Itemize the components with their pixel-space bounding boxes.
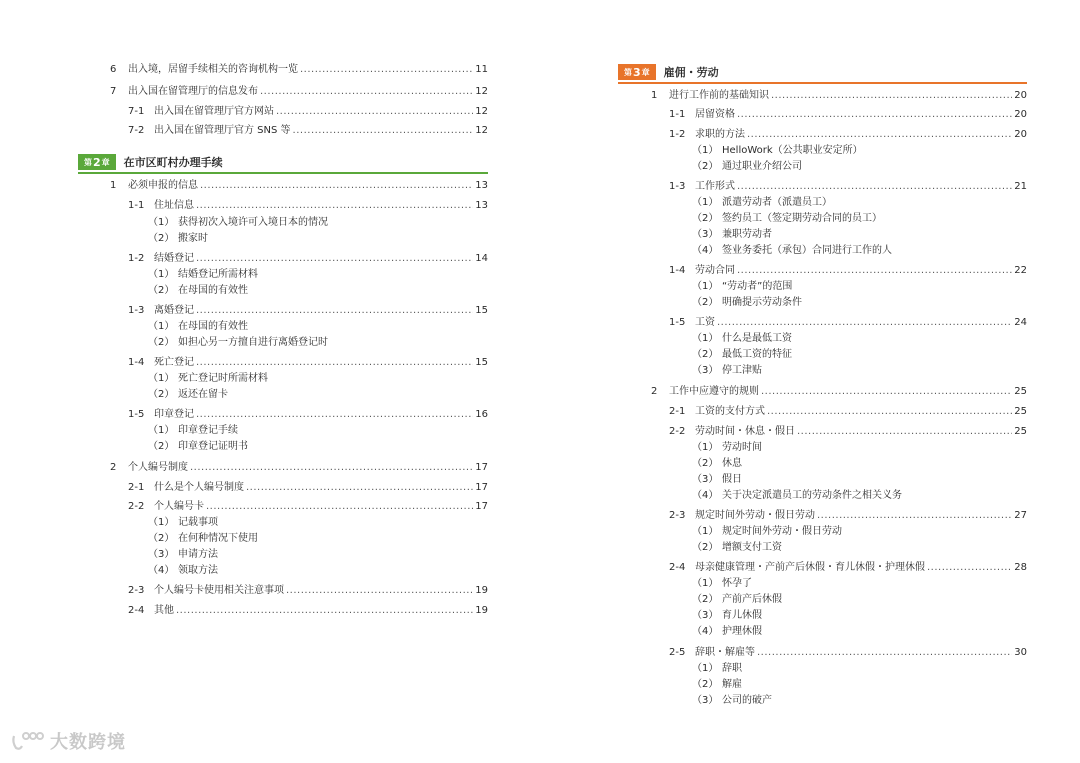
- toc-page-number: 28: [1014, 562, 1027, 573]
- toc-entry: [692, 525, 1027, 539]
- toc-entry-title: 个人编号卡: [154, 501, 204, 512]
- toc-entry: [148, 336, 488, 350]
- toc-subitem-number: （2）: [692, 458, 719, 469]
- toc-entry-title: 获得初次入境许可入境日本的情况: [178, 217, 328, 228]
- toc-entry: [692, 541, 1027, 555]
- toc-entry-title: 申请方法: [178, 549, 218, 560]
- toc-entry: [148, 216, 488, 230]
- toc-entry: [128, 408, 488, 422]
- chapter-title: 雇佣・劳动: [663, 66, 719, 79]
- toc-entry: [669, 128, 1027, 142]
- toc-entry-title: 在何种情况下使用: [178, 533, 258, 544]
- toc-entry-number: 1: [110, 180, 117, 191]
- toc-subitem-number: （2）: [692, 297, 719, 308]
- toc-subitem-number: （1）: [148, 517, 175, 528]
- toc-entry-number: 1-2: [128, 253, 145, 264]
- toc-page-number: 11: [475, 64, 488, 75]
- toc-subitem-number: （1）: [692, 663, 719, 674]
- toc-entry: [692, 625, 1027, 639]
- toc-entry-number: 7-2: [128, 125, 145, 136]
- toc-entry: [110, 461, 488, 475]
- toc-entry-title: 明确提示劳动条件: [722, 297, 802, 308]
- toc-entry-title: 什么是个人编号制度: [154, 482, 244, 493]
- toc-entry: [110, 179, 488, 193]
- watermark-text: 大数跨境: [50, 732, 126, 753]
- toc-page-number: 15: [475, 357, 488, 368]
- toc-entry: [148, 548, 488, 562]
- toc-entry: [692, 212, 1027, 226]
- toc-entry: [669, 264, 1027, 278]
- toc-entry: [692, 144, 1027, 158]
- toc-entry-title: 个人编号制度: [128, 462, 188, 473]
- toc-entry-title: 工资的支付方式: [695, 406, 765, 417]
- toc-leader-dots: [797, 425, 1012, 439]
- toc-entry: [692, 244, 1027, 258]
- toc-entry-number: 2-1: [128, 482, 145, 493]
- toc-entry: [148, 564, 488, 578]
- toc-leader-dots: [817, 509, 1012, 523]
- toc-page-number: 14: [475, 253, 488, 264]
- toc-entry: [148, 320, 488, 334]
- toc-page-number: 25: [1014, 406, 1027, 417]
- toc-entry: [669, 646, 1027, 660]
- toc-entry-title: 离婚登记: [154, 305, 194, 316]
- toc-subitem-number: （1）: [692, 526, 719, 537]
- toc-subitem-number: （2）: [692, 594, 719, 605]
- toc-subitem-number: （2）: [148, 285, 175, 296]
- toc-page-number: 27: [1014, 510, 1027, 521]
- toc-entry-title: “劳动者”的范围: [722, 281, 793, 292]
- toc-entry-title: 领取方法: [178, 565, 218, 576]
- toc-entry-title: 个人编号卡使用相关注意事项: [154, 585, 284, 596]
- toc-entry: [692, 196, 1027, 210]
- toc-entry-title: 居留资格: [695, 109, 735, 120]
- toc-entry-number: 2-3: [128, 585, 145, 596]
- chapter-badge-suffix: 章: [101, 157, 110, 167]
- toc-page-number: 12: [475, 86, 488, 97]
- toc-entry: [692, 228, 1027, 242]
- toc-leader-dots: [300, 63, 473, 77]
- toc-subitem-number: （1）: [692, 281, 719, 292]
- toc-subitem-number: （1）: [148, 217, 175, 228]
- toc-leader-dots: [757, 646, 1012, 660]
- toc-entry: [692, 160, 1027, 174]
- toc-entry: [128, 500, 488, 514]
- toc-leader-dots: [761, 385, 1012, 399]
- toc-subitem-number: （2）: [148, 389, 175, 400]
- toc-entry-number: 7: [110, 86, 117, 97]
- toc-leader-dots: [246, 481, 473, 495]
- toc-leader-dots: [196, 408, 473, 422]
- chapter-title: 在市区町村办理手续: [123, 156, 223, 169]
- toc-page-number: 21: [1014, 181, 1027, 192]
- toc-entry-number: 1-3: [669, 181, 686, 192]
- toc-entry: [651, 385, 1027, 399]
- toc-entry: [692, 280, 1027, 294]
- toc-entry-title: 死亡登记: [154, 357, 194, 368]
- toc-entry-title: 增额支付工资: [722, 542, 782, 553]
- toc-page-number: 15: [475, 305, 488, 316]
- toc-entry-title: 派遣劳动者（派遣员工）: [722, 197, 832, 208]
- toc-entry-title: 工资: [695, 317, 715, 328]
- chapter-badge-prefix: 第: [84, 157, 92, 167]
- toc-leader-dots: [260, 85, 473, 99]
- toc-entry-title: 规定时间外劳动・假日劳动: [695, 510, 815, 521]
- toc-entry: [148, 516, 488, 530]
- toc-subitem-number: （4）: [692, 245, 719, 256]
- toc-entry-number: 2-1: [669, 406, 686, 417]
- toc-leader-dots: [767, 405, 1012, 419]
- toc-entry-title: 住址信息: [154, 200, 194, 211]
- toc-entry-number: 2-4: [128, 605, 145, 616]
- toc-entry: [128, 252, 488, 266]
- toc-entry: [669, 509, 1027, 523]
- toc-entry-title: 关于决定派遣员工的劳动条件之相关义务: [722, 490, 902, 501]
- toc-entry-title: 出入国在留管理厅官方 SNS 等: [154, 125, 291, 136]
- toc-entry: [692, 593, 1027, 607]
- toc-entry-title: 结婚登记所需材料: [178, 269, 258, 280]
- toc-leader-dots: [200, 179, 473, 193]
- toc-subitem-number: （1）: [692, 442, 719, 453]
- toc-entry-title: 护理休假: [722, 626, 762, 637]
- toc-entry: [110, 63, 488, 77]
- toc-entry-number: 1-4: [669, 265, 686, 276]
- toc-entry-title: 规定时间外劳动・假日劳动: [722, 526, 842, 537]
- toc-entry-title: 死亡登记时所需材料: [178, 373, 268, 384]
- toc-subitem-number: （2）: [148, 337, 175, 348]
- toc-leader-dots: [206, 500, 473, 514]
- toc-entry-number: 6: [110, 64, 117, 75]
- watermark: [10, 728, 126, 754]
- toc-entry: [692, 577, 1027, 591]
- toc-page-number: 13: [475, 180, 488, 191]
- toc-entry-number: 2-2: [128, 501, 145, 512]
- toc-entry-number: 2-2: [669, 426, 686, 437]
- toc-entry: [128, 199, 488, 213]
- toc-subitem-number: （1）: [692, 197, 719, 208]
- toc-entry-number: 2: [651, 386, 658, 397]
- toc-entry-title: 最低工资的特征: [722, 349, 792, 360]
- toc-leader-dots: [737, 264, 1012, 278]
- toc-page-number: 19: [475, 585, 488, 596]
- toc-subitem-number: （1）: [692, 145, 719, 156]
- toc-entry: [692, 694, 1027, 708]
- toc-entry: [692, 609, 1027, 623]
- toc-entry: [148, 388, 488, 402]
- toc-subitem-number: （1）: [148, 269, 175, 280]
- toc-page-number: 20: [1014, 90, 1027, 101]
- toc-entry-title: 出入境，居留手续相关的咨询机构一览: [128, 64, 298, 75]
- toc-entry-title: 出入国在留管理厅的信息发布: [128, 86, 258, 97]
- toc-page-number: 24: [1014, 317, 1027, 328]
- toc-page-number: 20: [1014, 129, 1027, 140]
- toc-subitem-number: （2）: [148, 233, 175, 244]
- toc-page-number: 25: [1014, 386, 1027, 397]
- chapter-badge-prefix: 第: [624, 67, 632, 77]
- toc-entry-number: 2-3: [669, 510, 686, 521]
- toc-entry: [128, 481, 488, 495]
- toc-entry-title: 停工津贴: [722, 365, 762, 376]
- toc-entry: [692, 678, 1027, 692]
- toc-leader-dots: [276, 105, 473, 119]
- toc-entry-title: 返还在留卡: [178, 389, 228, 400]
- toc-page-number: 25: [1014, 426, 1027, 437]
- toc-leader-dots: [927, 561, 1012, 575]
- toc-leader-dots: [293, 124, 474, 138]
- toc-entry-title: 在母国的有效性: [178, 285, 248, 296]
- toc-entry-title: 签约员工（签定期劳动合同的员工）: [722, 213, 882, 224]
- toc-entry: [128, 356, 488, 370]
- toc-subitem-number: （3）: [692, 365, 719, 376]
- toc-entry-title: 如担心另一方擅自进行离婚登记时: [178, 337, 328, 348]
- toc-entry-title: 印章登记证明书: [178, 441, 248, 452]
- toc-entry: [148, 440, 488, 454]
- chapter-header: [618, 62, 1027, 84]
- toc-leader-dots: [196, 252, 473, 266]
- toc-entry-title: 休息: [722, 458, 742, 469]
- toc-leader-dots: [190, 461, 473, 475]
- toc-entry-number: 2-4: [669, 562, 686, 573]
- toc-entry-number: 1-5: [128, 409, 145, 420]
- toc-entry-title: 工作形式: [695, 181, 735, 192]
- toc-subitem-number: （2）: [692, 161, 719, 172]
- toc-entry-title: 记载事项: [178, 517, 218, 528]
- toc-entry: [692, 457, 1027, 471]
- toc-entry-title: 辞职: [722, 663, 742, 674]
- toc-entry-number: 1-5: [669, 317, 686, 328]
- toc-entry-title: 育儿休假: [722, 610, 762, 621]
- toc-subitem-number: （2）: [692, 349, 719, 360]
- toc-page-number: 17: [475, 482, 488, 493]
- toc-entry: [128, 105, 488, 119]
- toc-subitem-number: （4）: [692, 490, 719, 501]
- watermark-logo-icon: [10, 730, 44, 752]
- toc-entry: [669, 316, 1027, 330]
- toc-entry-title: 假日: [722, 474, 742, 485]
- toc-entry-title: 在母国的有效性: [178, 321, 248, 332]
- toc-page-number: 13: [475, 200, 488, 211]
- toc-subitem-number: （1）: [148, 321, 175, 332]
- toc-entry-number: 1-1: [128, 200, 145, 211]
- toc-entry: [110, 85, 488, 99]
- toc-entry-title: 解雇: [722, 679, 742, 690]
- toc-leader-dots: [737, 108, 1012, 122]
- toc-entry-title: 劳动时间: [722, 442, 762, 453]
- toc-entry-title: 求职的方法: [695, 129, 745, 140]
- chapter-number: 3: [633, 65, 641, 79]
- chapter-badge: [618, 64, 656, 80]
- toc-subitem-number: （3）: [692, 695, 719, 706]
- toc-subitem-number: （3）: [148, 549, 175, 560]
- toc-leader-dots: [176, 604, 473, 618]
- toc-entry-title: 兼职劳动者: [722, 229, 772, 240]
- toc-entry-title: 公司的破产: [722, 695, 772, 706]
- toc-entry-title: 签业务委托（承包）合同进行工作的人: [722, 245, 892, 256]
- toc-subitem-number: （3）: [692, 474, 719, 485]
- toc-entry-number: 1-4: [128, 357, 145, 368]
- toc-entry-title: 搬家时: [178, 233, 208, 244]
- toc-entry-title: 必须申报的信息: [128, 180, 198, 191]
- toc-page-number: 16: [475, 409, 488, 420]
- toc-entry-number: 1: [651, 90, 658, 101]
- toc-leader-dots: [717, 316, 1012, 330]
- toc-subitem-number: （1）: [148, 425, 175, 436]
- toc-entry-title: 出入国在留管理厅官方网站: [154, 106, 274, 117]
- toc-entry: [148, 284, 488, 298]
- toc-page-number: 20: [1014, 109, 1027, 120]
- toc-entry: [669, 425, 1027, 439]
- toc-entry-title: 其他: [154, 605, 174, 616]
- toc-page-number: 30: [1014, 647, 1027, 658]
- toc-subitem-number: （2）: [692, 213, 719, 224]
- toc-entry-number: 1-2: [669, 129, 686, 140]
- toc-entry: [148, 532, 488, 546]
- toc-page-number: 12: [475, 125, 488, 136]
- toc-entry-number: 2: [110, 462, 117, 473]
- chapter-number: 2: [93, 155, 101, 169]
- toc-entry: [148, 372, 488, 386]
- toc-entry: [148, 232, 488, 246]
- toc-page-number: 22: [1014, 265, 1027, 276]
- toc-leader-dots: [737, 180, 1012, 194]
- toc-entry: [128, 604, 488, 618]
- toc-subitem-number: （3）: [692, 610, 719, 621]
- toc-entry-title: 产前产后休假: [722, 594, 782, 605]
- toc-subitem-number: （1）: [148, 373, 175, 384]
- chapter-header: [78, 152, 488, 174]
- toc-entry: [692, 348, 1027, 362]
- toc-entry-title: 结婚登记: [154, 253, 194, 264]
- toc-entry-title: 通过职业介绍公司: [722, 161, 802, 172]
- toc-entry-title: 印章登记手续: [178, 425, 238, 436]
- toc-entry: [692, 332, 1027, 346]
- toc-entry-title: 进行工作前的基础知识: [669, 90, 769, 101]
- toc-entry-title: 劳动时间・休息・假日: [695, 426, 795, 437]
- toc-entry-title: HelloWork（公共职业安定所）: [722, 145, 863, 156]
- toc-entry-title: 母亲健康管理・产前产后休假・育儿休假・护理休假: [695, 562, 925, 573]
- toc-subitem-number: （1）: [692, 333, 719, 344]
- toc-entry: [148, 268, 488, 282]
- toc-leader-dots: [196, 356, 473, 370]
- toc-subitem-number: （4）: [692, 626, 719, 637]
- toc-entry-title: 工作中应遵守的规则: [669, 386, 759, 397]
- toc-entry-number: 2-5: [669, 647, 686, 658]
- toc-page-number: 19: [475, 605, 488, 616]
- toc-entry-number: 1-1: [669, 109, 686, 120]
- toc-entry: [692, 662, 1027, 676]
- toc-subitem-number: （2）: [148, 533, 175, 544]
- toc-page-number: 17: [475, 501, 488, 512]
- toc-entry-title: 辞职・解雇等: [695, 647, 755, 658]
- toc-entry-title: 印章登记: [154, 409, 194, 420]
- toc-entry: [669, 180, 1027, 194]
- toc-entry: [128, 124, 488, 138]
- toc-entry-title: 什么是最低工资: [722, 333, 792, 344]
- toc-entry: [669, 405, 1027, 419]
- toc-subitem-number: （2）: [148, 441, 175, 452]
- toc-page-number: 17: [475, 462, 488, 473]
- toc-page-number: 12: [475, 106, 488, 117]
- toc-subitem-number: （4）: [148, 565, 175, 576]
- toc-subitem-number: （2）: [692, 542, 719, 553]
- toc-leader-dots: [196, 199, 473, 213]
- toc-subitem-number: （3）: [692, 229, 719, 240]
- toc-entry: [692, 489, 1027, 503]
- toc-entry: [692, 441, 1027, 455]
- toc-leader-dots: [286, 584, 473, 598]
- toc-entry: [651, 89, 1027, 103]
- toc-subitem-number: （2）: [692, 679, 719, 690]
- chapter-badge-suffix: 章: [641, 67, 650, 77]
- toc-entry: [692, 473, 1027, 487]
- toc-entry-number: 1-3: [128, 305, 145, 316]
- toc-leader-dots: [196, 304, 473, 318]
- toc-subitem-number: （1）: [692, 578, 719, 589]
- toc-entry: [692, 364, 1027, 378]
- toc-entry: [128, 584, 488, 598]
- toc-entry-title: 怀孕了: [722, 578, 752, 589]
- toc-entry-title: 劳动合同: [695, 265, 735, 276]
- toc-entry: [692, 296, 1027, 310]
- toc-entry: [128, 304, 488, 318]
- chapter-badge: [78, 154, 116, 170]
- toc-entry: [148, 424, 488, 438]
- toc-entry: [669, 108, 1027, 122]
- toc-entry: [669, 561, 1027, 575]
- toc-leader-dots: [771, 89, 1012, 103]
- toc-leader-dots: [747, 128, 1012, 142]
- toc-entry-number: 7-1: [128, 106, 145, 117]
